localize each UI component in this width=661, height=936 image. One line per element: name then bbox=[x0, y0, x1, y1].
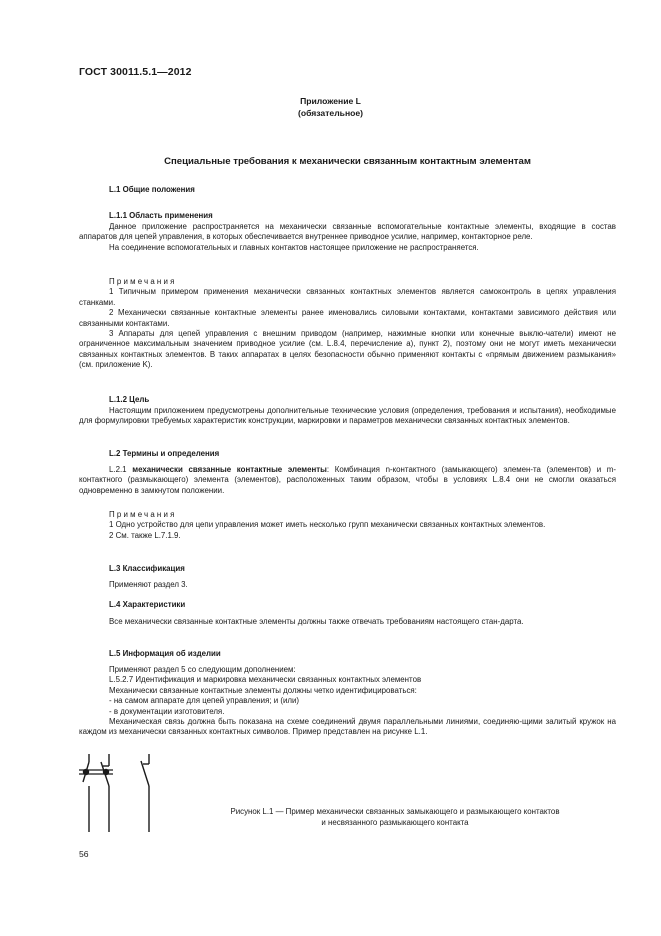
paragraph: Механически связанные контактные элементы должны четко идентифицироваться: bbox=[109, 685, 417, 695]
note-item: 1 Одно устройство для цепи управления может иметь несколько групп механически связанных контактных элементов. bbox=[109, 520, 546, 530]
definition-text: : Комбинация n-контактного (замыкающего) элемен-та (элементов) и m-контактного (размыкающего) элемента (элементов), расположенных таким образом, чтобы в условиях L.8.4 они не смогли оказаться одновременно в замкнутом положении. bbox=[79, 465, 616, 495]
section-heading-l1: L.1 Общие положения bbox=[109, 185, 195, 194]
appendix-status: (обязательное) bbox=[297, 108, 364, 118]
unlinked-break-contact bbox=[141, 754, 149, 832]
contact-symbols-figure bbox=[79, 752, 169, 832]
figure-caption-line: и несвязанного размыкающего контакта bbox=[321, 817, 469, 827]
section-heading-l5: L.5 Информация об изделии bbox=[109, 649, 221, 658]
appendix-title: Специальные требования к механически связанным контактным элементам bbox=[164, 156, 531, 167]
paragraph: Данное приложение распространяется на механически связанные вспомогательные контактные элементы, входящие в состав аппаратов для цепей управления, в которых обеспечивается внутреннее приводное усилие, например, контакторное реле. bbox=[79, 222, 616, 242]
note-item: 3 Аппараты для цепей управления с внешним приводом (например, нажимные кнопки или конечные выклю-чатели) имеют не ограниченное максимальным значением приводное усилие (см. L.8.4, перечисление а), пункт 2), поэтому они не могут иметь механически связанных контактных элементов. В таких аппаратах в целях безопасности обычно применяют контакты с «прямым движением размыкания» (см. приложение K). bbox=[79, 329, 616, 370]
note-item: 1 Типичным примером применения механически связанных контактных элементов является самоконтроль в цепях управления станками. bbox=[79, 287, 616, 307]
section-l12-body bbox=[79, 406, 616, 427]
section-heading-l2: L.2 Термины и определения bbox=[109, 449, 220, 458]
mechanically-linked-make-contact bbox=[83, 754, 89, 832]
notes-label: Примечания bbox=[109, 510, 177, 519]
notes-block-2 bbox=[79, 510, 616, 541]
paragraph: Настоящим приложением предусмотрены дополнительные технические условия (определения, требования и испытания), необходимые для формулировки требуемых характеристик конструкции, маркировки и параметров механически связанных контактных элементов. bbox=[79, 406, 616, 426]
section-heading-l4: L.4 Характеристики bbox=[109, 600, 186, 609]
section-l3-body bbox=[79, 580, 616, 590]
section-heading-l3: L.3 Классификация bbox=[109, 564, 185, 573]
paragraph: L.5.2.7 Идентификация и маркировка механически связанных контактных элементов bbox=[109, 675, 422, 685]
section-l11-body bbox=[79, 222, 616, 253]
definition-number: L.2.1 bbox=[109, 465, 133, 474]
appendix-label: Приложение L bbox=[300, 96, 361, 106]
paragraph: Механическая связь должна быть показана на схеме соединений двумя параллельными линиями, соединяю-щими залитый кружок на каждом из механически связанных контактных символов. Пример представлен на рисунке L.1. bbox=[79, 717, 616, 737]
definition-l21 bbox=[79, 465, 616, 496]
paragraph: Применяют раздел 5 со следующим дополнением: bbox=[109, 665, 296, 674]
page-number: 56 bbox=[79, 849, 89, 859]
standard-header: ГОСТ 30011.5.1—2012 bbox=[79, 66, 192, 78]
section-l4-body bbox=[79, 617, 616, 627]
paragraph: Применяют раздел 3. bbox=[109, 580, 188, 589]
definition-paragraph bbox=[79, 465, 616, 496]
figure-caption-line: Рисунок L.1 — Пример механически связанных замыкающего и размыкающего контактов bbox=[230, 807, 560, 816]
notes-block-1 bbox=[79, 277, 616, 371]
notes-label: Примечания bbox=[109, 277, 177, 286]
section-heading-l11: L.1.1 Область применения bbox=[109, 211, 213, 220]
paragraph: На соединение вспомогательных и главных контактов настоящее приложение не распространяется. bbox=[109, 242, 479, 252]
list-item: - на самом аппарате для цепей управления; и (или) bbox=[109, 696, 300, 706]
definition-term: механически связанные контактные элементы bbox=[132, 465, 327, 474]
list-item: - в документации изготовителя. bbox=[109, 706, 225, 716]
section-l5-body bbox=[79, 665, 616, 738]
filled-link-dot bbox=[103, 769, 109, 775]
paragraph: Все механически связанные контактные элементы должны также отвечать требованиям настоящего стан-дарта. bbox=[109, 617, 524, 626]
filled-link-dot bbox=[83, 769, 89, 775]
figure-caption bbox=[170, 807, 620, 829]
section-heading-l12: L.1.2 Цель bbox=[109, 395, 150, 404]
mechanically-linked-break-contact bbox=[101, 754, 109, 832]
note-item: 2 Механически связанные контактные элементы ранее именовались силовыми контактами, контактами зависимого действия или связанными контактами. bbox=[79, 308, 616, 328]
note-item: 2 См. также L.7.1.9. bbox=[109, 530, 181, 540]
mechanical-link-double-line bbox=[79, 769, 113, 775]
